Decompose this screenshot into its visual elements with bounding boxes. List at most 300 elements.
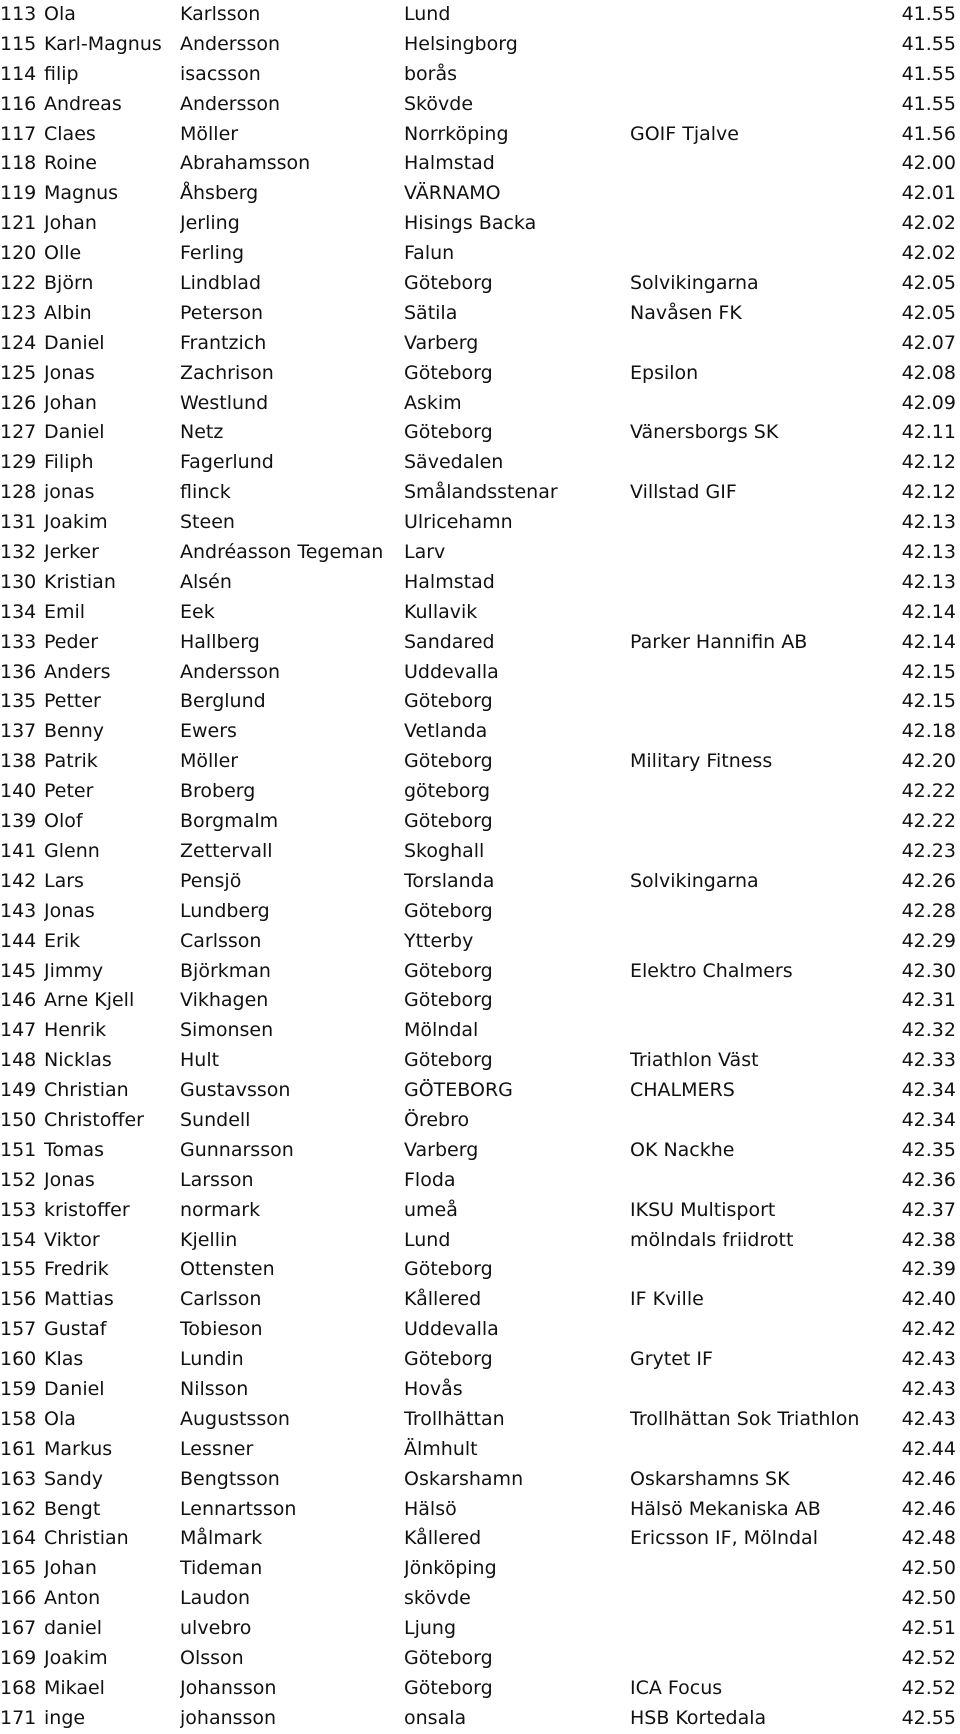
result-row <box>0 986 960 1016</box>
last-name: Sundell <box>180 1108 251 1131</box>
finish-time: 42.22 <box>901 810 956 833</box>
finish-time: 41.55 <box>901 92 956 115</box>
last-name: Björkman <box>180 959 271 982</box>
result-row <box>0 1046 960 1076</box>
result-row <box>0 687 960 717</box>
finish-time: 42.22 <box>901 780 956 803</box>
last-name: Tideman <box>180 1557 263 1580</box>
last-name: Ferling <box>180 242 245 265</box>
bib-number: 169 <box>0 1646 37 1669</box>
finish-time: 42.18 <box>901 720 956 743</box>
bib-number: 160 <box>0 1348 37 1371</box>
bib-number: 154 <box>0 1228 37 1251</box>
last-name: Hult <box>180 1049 220 1072</box>
last-name: Kjellin <box>180 1228 238 1251</box>
bib-number: 137 <box>0 720 37 743</box>
finish-time: 42.50 <box>901 1587 956 1610</box>
finish-time: 42.48 <box>901 1527 956 1550</box>
city: Hälsö <box>404 1497 457 1520</box>
result-row <box>0 239 960 269</box>
finish-time: 42.43 <box>901 1377 956 1400</box>
result-row <box>0 0 960 30</box>
finish-time: 42.32 <box>901 1019 956 1042</box>
bib-number: 167 <box>0 1617 37 1640</box>
bib-number: 125 <box>0 361 37 384</box>
first-name: Jonas <box>44 899 95 922</box>
result-row <box>0 897 960 927</box>
result-row <box>0 1285 960 1315</box>
first-name: Gustaf <box>44 1318 107 1341</box>
first-name: Christian <box>44 1079 129 1102</box>
city: Göteborg <box>404 1348 493 1371</box>
bib-number: 157 <box>0 1318 37 1341</box>
result-row <box>0 1435 960 1465</box>
finish-time: 42.50 <box>901 1557 956 1580</box>
last-name: Karlsson <box>180 3 261 25</box>
club: Elektro Chalmers <box>630 959 793 982</box>
club: Ericsson IF, Mölndal <box>630 1527 818 1550</box>
result-row <box>0 269 960 299</box>
bib-number: 139 <box>0 810 37 833</box>
bib-number: 149 <box>0 1079 37 1102</box>
first-name: Peder <box>44 630 99 653</box>
city: Torslanda <box>404 869 495 892</box>
club: Parker Hannifin AB <box>630 630 808 653</box>
last-name: flinck <box>180 481 231 504</box>
last-name: Tobieson <box>180 1318 263 1341</box>
last-name: Bengtsson <box>180 1467 280 1490</box>
last-name: Vikhagen <box>180 989 269 1012</box>
first-name: Joakim <box>44 511 108 534</box>
last-name: Westlund <box>180 391 269 414</box>
result-row <box>0 60 960 90</box>
finish-time: 42.36 <box>901 1168 956 1191</box>
result-row <box>0 1614 960 1644</box>
club: Solvikingarna <box>630 272 759 295</box>
city: Lund <box>404 3 451 25</box>
club: ICA Focus <box>630 1676 723 1699</box>
bib-number: 126 <box>0 391 37 414</box>
first-name: Henrik <box>44 1019 107 1042</box>
finish-time: 41.55 <box>901 32 956 55</box>
last-name: johansson <box>180 1706 277 1729</box>
city: Trollhättan <box>404 1407 505 1430</box>
first-name: Klas <box>44 1348 84 1371</box>
finish-time: 42.05 <box>901 301 956 324</box>
bib-number: 163 <box>0 1467 37 1490</box>
result-row <box>0 1584 960 1614</box>
first-name: Fredrik <box>44 1258 109 1281</box>
last-name: Abrahamsson <box>180 152 311 175</box>
first-name: Petter <box>44 690 101 713</box>
last-name: Zachrison <box>180 361 274 384</box>
city: Örebro <box>404 1108 470 1131</box>
bib-number: 152 <box>0 1168 37 1191</box>
finish-time: 42.46 <box>901 1497 956 1520</box>
finish-time: 42.40 <box>901 1288 956 1311</box>
city: Oskarshamn <box>404 1467 524 1490</box>
first-name: Olof <box>44 810 83 833</box>
bib-number: 136 <box>0 660 37 683</box>
bib-number: 124 <box>0 331 37 354</box>
last-name: Carlsson <box>180 929 262 952</box>
result-row <box>0 658 960 688</box>
result-row <box>0 1106 960 1136</box>
city: Lund <box>404 1228 451 1251</box>
bib-number: 132 <box>0 541 37 564</box>
last-name: Simonsen <box>180 1019 274 1042</box>
last-name: Andersson <box>180 92 281 115</box>
city: borås <box>404 62 458 85</box>
city: Göteborg <box>404 361 493 384</box>
result-row <box>0 927 960 957</box>
city: Göteborg <box>404 690 493 713</box>
city: Göteborg <box>404 272 493 295</box>
first-name: Andreas <box>44 92 122 115</box>
result-row <box>0 359 960 389</box>
city: göteborg <box>404 780 491 803</box>
last-name: Gustavsson <box>180 1079 291 1102</box>
city: Göteborg <box>404 810 493 833</box>
result-row <box>0 389 960 419</box>
finish-time: 42.02 <box>901 212 956 235</box>
finish-time: 41.56 <box>901 122 956 145</box>
bib-number: 164 <box>0 1527 37 1550</box>
finish-time: 42.23 <box>901 839 956 862</box>
last-name: Möller <box>180 122 239 145</box>
result-row <box>0 1226 960 1256</box>
first-name: Mikael <box>44 1676 105 1699</box>
last-name: Målmark <box>180 1527 263 1550</box>
city: Hisings Backa <box>404 212 537 235</box>
finish-time: 42.05 <box>901 272 956 295</box>
result-row <box>0 1465 960 1495</box>
first-name: Claes <box>44 122 96 145</box>
result-row <box>0 957 960 987</box>
city: Varberg <box>404 1138 479 1161</box>
result-row <box>0 1524 960 1554</box>
bib-number: 128 <box>0 481 37 504</box>
last-name: Borgmalm <box>180 810 279 833</box>
first-name: Ola <box>44 1407 76 1430</box>
bib-number: 146 <box>0 989 37 1012</box>
city: Göteborg <box>404 1676 493 1699</box>
bib-number: 168 <box>0 1676 37 1699</box>
bib-number: 150 <box>0 1108 37 1131</box>
first-name: Christoffer <box>44 1108 144 1131</box>
result-row <box>0 90 960 120</box>
first-name: Joakim <box>44 1646 108 1669</box>
city: Jönköping <box>404 1557 497 1580</box>
last-name: Andersson <box>180 32 281 55</box>
last-name: Nilsson <box>180 1377 249 1400</box>
result-row <box>0 837 960 867</box>
result-row <box>0 418 960 448</box>
city: Göteborg <box>404 1049 493 1072</box>
bib-number: 116 <box>0 92 37 115</box>
last-name: Peterson <box>180 301 263 324</box>
finish-time: 42.13 <box>901 541 956 564</box>
city: Göteborg <box>404 1646 493 1669</box>
club: Trollhättan Sok Triathlon <box>630 1407 860 1430</box>
first-name: Bengt <box>44 1497 101 1520</box>
city: Larv <box>404 541 446 564</box>
bib-number: 117 <box>0 122 37 145</box>
bib-number: 133 <box>0 630 37 653</box>
result-row <box>0 1196 960 1226</box>
city: VÄRNAMO <box>404 182 501 205</box>
last-name: Laudon <box>180 1587 250 1610</box>
result-row <box>0 1166 960 1196</box>
first-name: Emil <box>44 600 86 623</box>
finish-time: 42.13 <box>901 570 956 593</box>
city: Mölndal <box>404 1019 479 1042</box>
finish-time: 42.30 <box>901 959 956 982</box>
result-row <box>0 1016 960 1046</box>
first-name: Anton <box>44 1587 101 1610</box>
result-row <box>0 1375 960 1405</box>
last-name: Lindblad <box>180 272 262 295</box>
city: Skövde <box>404 92 474 115</box>
city: Göteborg <box>404 421 493 444</box>
result-row <box>0 30 960 60</box>
city: GÖTEBORG <box>404 1079 513 1102</box>
finish-time: 42.55 <box>901 1706 956 1729</box>
last-name: Åhsberg <box>180 182 259 205</box>
last-name: Andréasson Tegeman <box>180 541 384 564</box>
club: Epsilon <box>630 361 699 384</box>
result-row <box>0 1076 960 1106</box>
result-row <box>0 478 960 508</box>
last-name: isacsson <box>180 62 261 85</box>
bib-number: 171 <box>0 1706 37 1729</box>
result-row <box>0 807 960 837</box>
bib-number: 151 <box>0 1138 37 1161</box>
finish-time: 42.08 <box>901 361 956 384</box>
bib-number: 135 <box>0 690 37 713</box>
last-name: Fagerlund <box>180 451 274 474</box>
last-name: Lessner <box>180 1437 254 1460</box>
city: Älmhult <box>404 1437 478 1460</box>
result-row <box>0 1704 960 1734</box>
result-row <box>0 329 960 359</box>
result-row <box>0 120 960 150</box>
bib-number: 134 <box>0 600 37 623</box>
club: Triathlon Väst <box>630 1049 759 1072</box>
city: Halmstad <box>404 152 495 175</box>
first-name: Björn <box>44 272 94 295</box>
last-name: Augustsson <box>180 1407 290 1430</box>
last-name: Gunnarsson <box>180 1138 294 1161</box>
city: Sävedalen <box>404 451 504 474</box>
bib-number: 162 <box>0 1497 37 1520</box>
finish-time: 42.00 <box>901 152 956 175</box>
finish-time: 42.15 <box>901 660 956 683</box>
city: Ulricehamn <box>404 511 513 534</box>
club: GOIF Tjalve <box>630 122 739 145</box>
last-name: Berglund <box>180 690 266 713</box>
city: Ytterby <box>404 929 474 952</box>
club: Military Fitness <box>630 750 773 773</box>
bib-number: 166 <box>0 1587 37 1610</box>
first-name: Johan <box>44 1557 97 1580</box>
bib-number: 120 <box>0 242 37 265</box>
last-name: Frantzich <box>180 331 267 354</box>
first-name: Magnus <box>44 182 119 205</box>
finish-time: 42.43 <box>901 1348 956 1371</box>
bib-number: 142 <box>0 869 37 892</box>
first-name: Glenn <box>44 839 100 862</box>
first-name: filip <box>44 62 79 85</box>
last-name: Olsson <box>180 1646 244 1669</box>
city: Norrköping <box>404 122 509 145</box>
city: Hovås <box>404 1377 463 1400</box>
city: Uddevalla <box>404 1318 499 1341</box>
first-name: Patrik <box>44 750 98 773</box>
city: Kållered <box>404 1527 482 1550</box>
finish-time: 41.55 <box>901 62 956 85</box>
last-name: normark <box>180 1198 261 1221</box>
bib-number: 143 <box>0 899 37 922</box>
finish-time: 42.44 <box>901 1437 956 1460</box>
first-name: Roine <box>44 152 97 175</box>
finish-time: 42.11 <box>901 421 956 444</box>
last-name: Ottensten <box>180 1258 275 1281</box>
first-name: Olle <box>44 242 82 265</box>
last-name: Broberg <box>180 780 256 803</box>
city: Floda <box>404 1168 456 1191</box>
result-row <box>0 867 960 897</box>
result-row <box>0 598 960 628</box>
finish-time: 42.34 <box>901 1108 956 1131</box>
bib-number: 148 <box>0 1049 37 1072</box>
finish-time: 42.09 <box>901 391 956 414</box>
result-row <box>0 747 960 777</box>
city: Kullavik <box>404 600 478 623</box>
result-row <box>0 149 960 179</box>
result-row <box>0 1644 960 1674</box>
last-name: Johansson <box>180 1676 277 1699</box>
bib-number: 131 <box>0 511 37 534</box>
club: Grytet IF <box>630 1348 713 1371</box>
finish-time: 42.15 <box>901 690 956 713</box>
finish-time: 42.31 <box>901 989 956 1012</box>
finish-time: 42.14 <box>901 630 956 653</box>
city: umeå <box>404 1198 458 1221</box>
finish-time: 42.37 <box>901 1198 956 1221</box>
first-name: Daniel <box>44 1377 105 1400</box>
last-name: Zettervall <box>180 839 273 862</box>
result-row <box>0 299 960 329</box>
city: Halmstad <box>404 570 495 593</box>
result-row <box>0 538 960 568</box>
bib-number: 153 <box>0 1198 37 1221</box>
city: Ljung <box>404 1617 457 1640</box>
club: Villstad GIF <box>630 481 737 504</box>
bib-number: 158 <box>0 1407 37 1430</box>
city: Göteborg <box>404 899 493 922</box>
bib-number: 121 <box>0 212 37 235</box>
club: CHALMERS <box>630 1079 735 1102</box>
bib-number: 145 <box>0 959 37 982</box>
result-row <box>0 1405 960 1435</box>
club: HSB Kortedala <box>630 1706 767 1729</box>
finish-time: 42.35 <box>901 1138 956 1161</box>
club: Navåsen FK <box>630 301 742 324</box>
result-row <box>0 209 960 239</box>
finish-time: 42.43 <box>901 1407 956 1430</box>
bib-number: 118 <box>0 152 37 175</box>
bib-number: 156 <box>0 1288 37 1311</box>
last-name: Lundberg <box>180 899 270 922</box>
city: Göteborg <box>404 989 493 1012</box>
city: onsala <box>404 1706 467 1729</box>
club: IKSU Multisport <box>630 1198 776 1221</box>
first-name: Filiph <box>44 451 94 474</box>
first-name: Markus <box>44 1437 113 1460</box>
city: Smålandsstenar <box>404 481 558 504</box>
first-name: Christian <box>44 1527 129 1550</box>
last-name: Jerling <box>180 212 240 235</box>
finish-time: 42.33 <box>901 1049 956 1072</box>
last-name: Steen <box>180 511 235 534</box>
first-name: Nicklas <box>44 1049 112 1072</box>
result-row <box>0 1495 960 1525</box>
result-row <box>0 508 960 538</box>
first-name: Tomas <box>44 1138 105 1161</box>
bib-number: 129 <box>0 451 37 474</box>
result-row <box>0 1674 960 1704</box>
result-row <box>0 568 960 598</box>
city: Uddevalla <box>404 660 499 683</box>
first-name: Mattias <box>44 1288 114 1311</box>
first-name: Daniel <box>44 331 105 354</box>
last-name: Larsson <box>180 1168 254 1191</box>
first-name: inge <box>44 1706 86 1729</box>
finish-time: 42.38 <box>901 1228 956 1251</box>
first-name: kristoffer <box>44 1198 130 1221</box>
result-row <box>0 1315 960 1345</box>
bib-number: 123 <box>0 301 37 324</box>
finish-time: 42.12 <box>901 481 956 504</box>
finish-time: 42.28 <box>901 899 956 922</box>
finish-time: 42.13 <box>901 511 956 534</box>
result-row <box>0 717 960 747</box>
bib-number: 155 <box>0 1258 37 1281</box>
club: Oskarshamns SK <box>630 1467 790 1490</box>
club: Vänersborgs SK <box>630 421 779 444</box>
finish-time: 42.39 <box>901 1258 956 1281</box>
first-name: Sandy <box>44 1467 104 1490</box>
last-name: Netz <box>180 421 224 444</box>
finish-time: 41.55 <box>901 3 956 25</box>
city: Sätila <box>404 301 458 324</box>
result-row <box>0 448 960 478</box>
first-name: jonas <box>44 481 95 504</box>
city: Varberg <box>404 331 479 354</box>
first-name: Karl-Magnus <box>44 32 162 55</box>
last-name: ulvebro <box>180 1617 252 1640</box>
first-name: Jerker <box>44 541 99 564</box>
last-name: Ewers <box>180 720 237 743</box>
club: Hälsö Mekaniska AB <box>630 1497 821 1520</box>
city: Göteborg <box>404 1258 493 1281</box>
first-name: Johan <box>44 212 97 235</box>
result-row <box>0 1345 960 1375</box>
last-name: Andersson <box>180 660 281 683</box>
finish-time: 42.01 <box>901 182 956 205</box>
finish-time: 42.12 <box>901 451 956 474</box>
